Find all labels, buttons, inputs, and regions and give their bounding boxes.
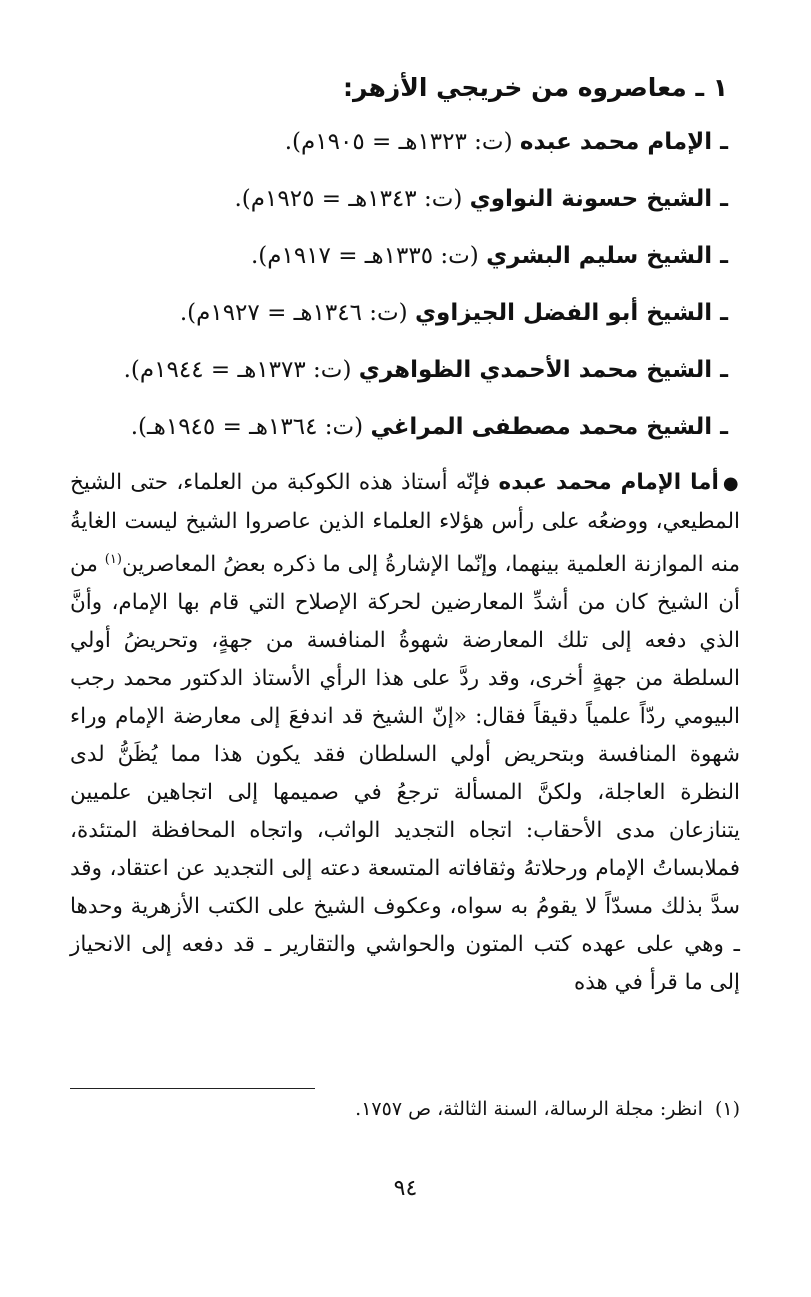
page-content (70, 68, 740, 1002)
scholar-name: ـ الشيخ محمد مصطفى المراغي (370, 414, 728, 440)
scholar-dates: (ت: ١٣٧٣هـ = ١٩٤٤م). (123, 357, 359, 383)
footnote-text: انظر: مجلة الرسالة، السنة الثالثة، ص ١٧٥٧. (355, 1098, 703, 1120)
contemporaries-list (70, 122, 740, 447)
scholar-name: ـ الشيخ أبو الفضل الجيزاوي (414, 300, 728, 326)
scholar-dates: (ت: ١٣٢٣هـ = ١٩٠٥م). (284, 129, 520, 155)
scholar-name: ـ الشيخ حسونة النواوي (469, 186, 728, 212)
footnote-reference: (١) (104, 552, 122, 567)
page-number: ٩٤ (393, 1176, 418, 1201)
list-item (70, 293, 728, 333)
footnote-number: (١) (714, 1098, 740, 1120)
scholar-dates: (ت: ١٣٤٦هـ = ١٩٢٧م). (179, 300, 415, 326)
list-item (70, 236, 728, 276)
list-item (70, 179, 728, 219)
bullet-icon: ● (722, 473, 740, 494)
list-item (70, 350, 728, 390)
scholar-dates: (ت: ١٣٤٣هـ = ١٩٢٥م). (234, 186, 470, 212)
paragraph-lead: أما الإمام محمد عبده (498, 470, 719, 495)
scholar-name: ـ الشيخ سليم البشري (486, 243, 728, 269)
list-item (70, 407, 728, 447)
scholar-name: ـ الشيخ محمد الأحمدي الظواهري (358, 357, 728, 383)
footnote-divider (70, 1088, 315, 1089)
scholar-dates: (ت: ١٣٦٤هـ = ١٩٤٥هـ). (130, 414, 371, 440)
body-paragraph (70, 464, 740, 1002)
footnote (70, 1092, 740, 1126)
scholar-name: ـ الإمام محمد عبده (519, 129, 728, 155)
paragraph-text: فإنّه أستاذ هذه الكوكبة من العلماء، حتى الشيخ المطيعي، ووضعُه على رأس هؤلاء العلماء الذين عاصروا الشيخ ليست الغايةُ منه الموازنة العلمية بينهما، وإنّما الإشارةُ إلى ما ذكره بعضُ المعاصرين (70, 470, 740, 578)
paragraph-text-continued: من أن الشيخ كان من أشدِّ المعارضين لحركة الإصلاح التي قام بها الإمام، وأنَّ الذي دفعه إلى تلك المعارضة شهوةُ المنافسة من جهةٍ، وتحريضُ أولي السلطة من جهةٍ أخرى، وقد ردَّ على هذا الرأي الأستاذ الدكتور محمد رجب البيومي ردّاً علمياً دقيقاً فقال: «إنّ الشيخ قد اندفعَ إلى معارضة الإمام وراء شهوة المنافسة وبتحريض أولي السلطان فقد يكون هذا مما يُظَنُّ لدى النظرة العاجلة، ولكنَّ المسألة ترجعُ في صميمها إلى اتجاهين علميين يتنازعان مدى الأحقاب: اتجاه التجديد الواثب، واتجاه المحافظة المتئدة، فملابساتُ الإمام ورحلاتهُ وثقافاته المتسعة دعته إلى التجديد عن اعتقاد، وقد سدَّ بذلك مسدّاً لا يقومُ به سواه، وعكوف الشيخ على الكتب الأزهرية وحدها ـ وهي على عهده كتب المتون والحواشي والتقارير ـ قد دفعه إلى الانحياز إلى ما قرأ في هذه (70, 552, 740, 996)
section-heading: ١ ـ معاصروه من خريجي الأزهر: (342, 73, 728, 102)
scholar-dates: (ت: ١٣٣٥هـ = ١٩١٧م). (250, 243, 487, 269)
list-item (70, 122, 728, 162)
